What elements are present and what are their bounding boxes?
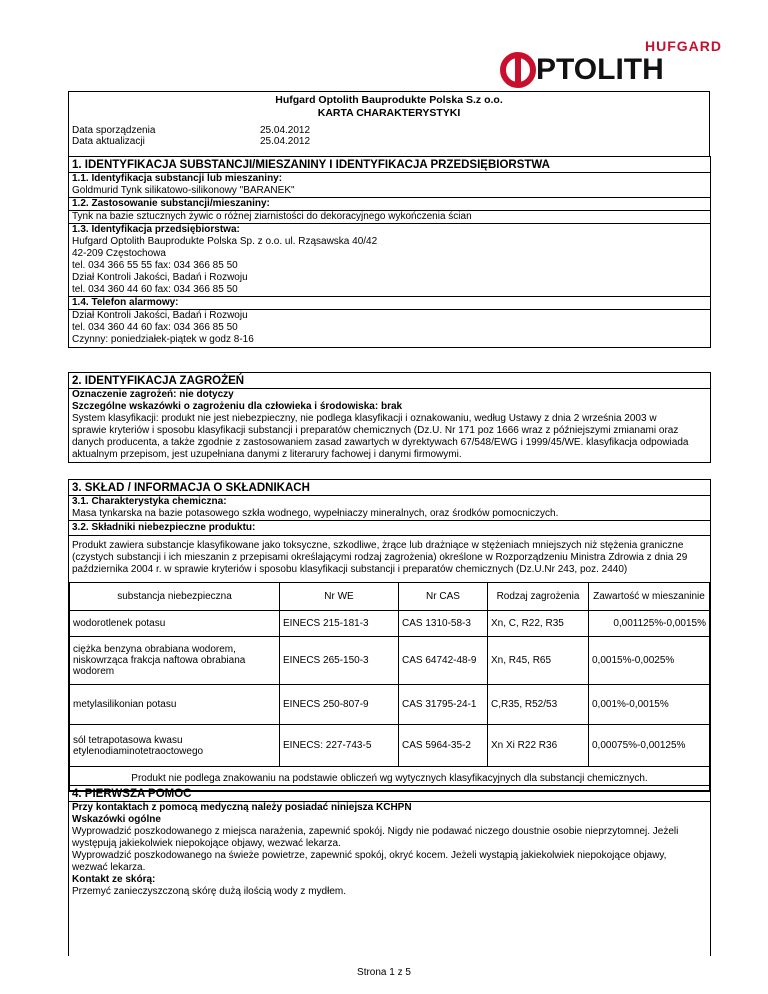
s4-line: wezwać lekarza. (72, 862, 146, 873)
table-header-cell: substancja niebezpieczna (70, 583, 280, 611)
cell-we: EINECS 250-807-9 (280, 685, 399, 725)
logo-brand-top: HUFGARD (645, 38, 722, 54)
cell-substance: wodorotlenek potasu (70, 611, 280, 637)
cell-hazard: Xn, C, R22, R35 (488, 611, 589, 637)
hazardous-components-table (69, 582, 710, 791)
s1-t12: Tynk na bazie sztucznych żywic o różnej ziarnistości do dekoracyjnego wykończenia ścian (69, 210, 710, 223)
table-header-cell: Nr CAS (399, 583, 488, 611)
section-1 (68, 156, 711, 348)
s3-intro-line: Produkt zawiera substancje klasyfikowane jako toksyczne, szkodliwe, żrące lub drażniące w stężeniach mniejszych niż stężenia graniczne (72, 540, 684, 551)
s1-h13: 1.3. Identyfikacja przedsiębiorstwa: (69, 223, 710, 236)
s1-t14-line: Dział Kontroli Jakości, Badań i Rozwoju (69, 309, 710, 322)
cell-cas: CAS 1310-58-3 (399, 611, 488, 637)
s2-hazard-marking: Oznaczenie zagrożeń: nie dotyczy (72, 389, 234, 400)
cell-we: EINECS 215-181-3 (280, 611, 399, 637)
s2-line: sprawie kryteriów i sposobu klasyfikacji substancji i preparatów chemicznych (Dz.U. Nr 171 poz 1666 wraz z późniejszymi zmianami oraz (72, 425, 679, 436)
s2-line: aktualnym przepisom, jest uzupełniana danymi z literarury fachowej i danymi firmowymi. (72, 449, 462, 460)
s1-h11: 1.1. Identyfikacja substancji lub mieszaniny: (72, 173, 283, 184)
cell-content: 0,001%-0,0015% (589, 685, 710, 725)
s4-medical-note: Przy kontaktach z pomocą medyczną należy posiadać niniejsza KCHPN (72, 802, 412, 813)
table-row (70, 725, 710, 767)
section-3 (68, 479, 711, 792)
cell-we: EINECS 265-150-3 (280, 637, 399, 685)
section-4 (68, 785, 711, 956)
s4-general-heading: Wskazówki ogólne (72, 814, 161, 825)
cell-hazard: C,R35, R52/53 (488, 685, 589, 725)
section-3-title: 3. SKŁAD / INFORMACJA O SKŁADNIKACH (69, 480, 710, 496)
section-4-title: 4. PIERWSZA POMOC (69, 786, 710, 802)
s2-line: System klasyfikacji: produkt nie jest niebezpieczny, nie podlega klasyfikacji i oznakowaniu, według Ustawy z dnia 2 września 2003 w (72, 413, 657, 424)
cell-substance: ciężka benzyna obrabiana wodorem, niskowrząca frakcja naftowa obrabiana wodorem (70, 637, 280, 685)
cell-content: 0,0015%-0,0025% (589, 637, 710, 685)
table-header-cell: Nr WE (280, 583, 399, 611)
s1-t13-line: 42-209 Częstochowa (72, 248, 166, 259)
table-header-cell: Rodzaj zagrożenia (488, 583, 589, 611)
cell-hazard: Xn Xi R22 R36 (488, 725, 589, 767)
s2-line: danych producenta, a także zgodnie z zastosowaniem zasad zawartych w dyrektywach 67/548/EWG i 1999/45/WE. klasyfikacja odpowiada (72, 437, 689, 448)
s3-t31: Masa tynkarska na bazie potasowego szkła wodnego, wypełniaczy mineralnych, oraz środków pomocniczych. (72, 508, 559, 519)
logo-brand-main (500, 52, 664, 88)
cell-content: 0,00075%-0,00125% (589, 725, 710, 767)
cell-cas: CAS 5964-35-2 (399, 725, 488, 767)
section-2 (68, 372, 711, 463)
cell-we: EINECS: 227-743-5 (280, 725, 399, 767)
cell-substance: metylasilikonian potasu (70, 685, 280, 725)
document-title: KARTA CHARAKTERYSTYKI (317, 107, 461, 119)
table-row (70, 685, 710, 725)
s3-intro (69, 535, 710, 582)
table-row (70, 637, 710, 685)
s1-t13-line: Hufgard Optolith Bauprodukte Polska Sp. z o.o. ul. Rząsawska 40/42 (72, 236, 378, 247)
s1-t13-line: tel. 034 360 44 60 fax: 034 366 85 50 (72, 284, 238, 295)
logo-o-icon (500, 52, 536, 88)
updated-label: Data aktualizacji (72, 136, 145, 147)
s1-h14: 1.4. Telefon alarmowy: (69, 296, 710, 309)
table-row (70, 611, 710, 637)
s1-h12: 1.2. Zastosowanie substancji/mieszaniny: (69, 197, 710, 210)
s4-line: występują jakiekolwiek niepokojące objawy, wezwać lekarza. (72, 838, 341, 849)
updated-value: 25.04.2012 (260, 136, 311, 147)
created-label: Data sporządzenia (72, 125, 156, 136)
s3-h31: 3.1. Charakterystyka chemiczna: (72, 496, 227, 507)
s1-t11: Goldmurid Tynk silikatowo-silikonowy "BARANEK" (72, 185, 295, 196)
document-header (68, 91, 710, 121)
s4-line: Wyprowadzić poszkodowanego z miejsca narażenia, zapewnić spokój. Nigdy nie podawać niczego doustnie osobie nieprzytomnej. Jeżeli (72, 826, 679, 837)
s2-special-warnings: Szczególne wskazówki o zagrożeniu dla człowieka i środowiska: brak (72, 401, 403, 412)
logo-wordmark: PTOLITH (536, 53, 664, 86)
page-number: Strona 1 z 5 (357, 967, 411, 978)
s4-line: Wyprowadzić poszkodowanego na świeże powietrze, zapewnić spokój, okryć kocem. Jeżeli wystąpią jakiekolwiek niepokojące objawy, (72, 850, 667, 861)
s4-skin-text: Przemyć zanieczyszczoną skórę dużą ilością wody z mydłem. (72, 886, 346, 897)
cell-hazard: Xn, R45, R65 (488, 637, 589, 685)
company-logo (500, 38, 722, 90)
company-name: Hufgard Optolith Bauprodukte Polska S.z o.o. (275, 94, 503, 106)
created-value: 25.04.2012 (260, 125, 311, 136)
dates-block (68, 121, 710, 156)
s1-t14-line: tel. 034 360 44 60 fax: 034 366 85 50 (72, 322, 238, 333)
s1-t13-line: tel. 034 366 55 55 fax: 034 366 85 50 (72, 260, 238, 271)
s1-t14-line: Czynny: poniedziałek-piątek w godz 8-16 (72, 334, 254, 345)
s3-h32: 3.2. Składniki niebezpieczne produktu: (69, 520, 710, 535)
cell-cas: CAS 31795-24-1 (399, 685, 488, 725)
cell-content: 0,001125%-0,0015% (589, 611, 710, 637)
s4-skin-heading: Kontakt ze skórą: (72, 874, 156, 885)
section-2-title: 2. IDENTYFIKACJA ZAGROŻEŃ (69, 373, 710, 389)
cell-cas: CAS 64742-48-9 (399, 637, 488, 685)
s3-intro-line: października 2004 r. w sprawie kryteriów i sposobu klasyfikacji substancji i preparatów chemicznych (Dz.U.Nr 243, poz. 2440) (72, 564, 628, 575)
table-note: Produkt nie podlega znakowaniu na podstawie obliczeń wg wytycznych klasyfikacyjnych dla substancji chemicznych. (70, 767, 710, 791)
table-header-cell: Zawartość w mieszaninie (589, 583, 710, 611)
s3-intro-line: (czystych substancji i ich mieszanin z przepisami określającymi rodzaj zagrożenia) określone w Rozporządzeniu Ministra Zdrowia z dnia 29 (72, 552, 688, 563)
s1-t13-line: Dział Kontroli Jakości, Badań i Rozwoju (72, 272, 248, 283)
cell-substance: sól tetrapotasowa kwasu etylenodiaminotetraoctowego (70, 725, 280, 767)
table-header-row (70, 583, 710, 611)
section-1-title: 1. IDENTYFIKACJA SUBSTANCJI/MIESZANINY I IDENTYFIKACJA PRZEDSIĘBIORSTWA (69, 157, 710, 173)
